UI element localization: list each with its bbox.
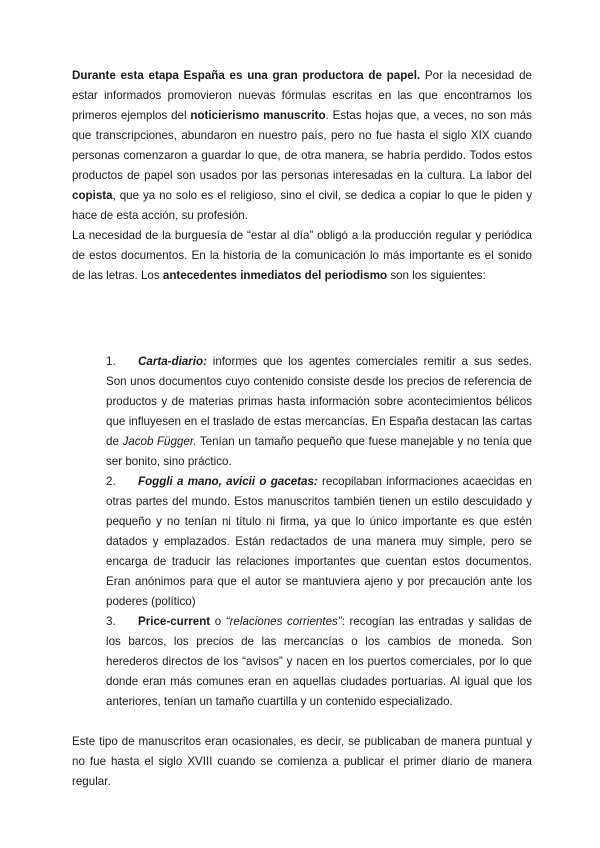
intro-paragraph <box>72 66 532 226</box>
list-number: 1. <box>106 355 116 368</box>
intro-text-1: Por la necesidad de estar informados promovieron nuevas fórmulas escritas en las que encontramos los primeros ejemplos del <box>72 69 532 122</box>
intro-bold-copista: copista <box>72 189 113 202</box>
antecedents-list <box>72 352 532 712</box>
list-title: Carta-diario: <box>138 355 207 368</box>
intro-bold-lead: Durante esta etapa España es una gran productora de papel. <box>72 69 421 82</box>
list-text: recopilaban informaciones acaecidas en otras partes del mundo. Estos manuscritos también tienen un estilo descuidado y pequeño y no tenían ni título ni firma, ya que lo único importante es que estén datados y emplazados. Están redactados de una manera muy simple, pero se encarga de traducir las relaciones importantes que cuentan estos documentos. Eran anónimos para que el autor se mantuviera ajeno y por precaución ante los poderes (político) <box>106 475 532 608</box>
list-number: 2. <box>106 475 116 488</box>
list-text: : recogían las entradas y salidas de los barcos, los precios de las mercancías o los cambios de moneda. Son herederos directos de los “avisos” y nacen en los puertos comerciales, por lo que donde eran más comunes eran en aquellas ciudades portuarias. Al igual que los anteriores, tenían un tamaño cuartilla y un contenido especializado. <box>106 615 533 708</box>
list-italic: “relaciones corrientes” <box>225 615 342 628</box>
second-paragraph <box>72 226 532 286</box>
list-number: 3. <box>106 615 116 628</box>
list-title: Price-current <box>138 615 211 628</box>
list-item <box>72 612 532 712</box>
para2-text-2: son los siguientes: <box>387 269 486 282</box>
list-title: Foggli a mano, avicii o gacetas: <box>138 475 318 488</box>
intro-text-2: . Estas hojas que, a veces, no son más que transcripciones, abundaron en nuestro país, pero no fue hasta el siglo XIX cuando personas comenzaron a guardar lo que, de otra manera, se habría perdido. Todos estos productos de papel son usados por las personas interesadas en la cultura. La labor del <box>72 109 532 182</box>
list-italic: Jacob Függer. <box>122 435 197 448</box>
list-item <box>72 472 532 612</box>
intro-bold-noticierismo: noticierismo manuscrito <box>190 109 326 122</box>
list-text: o <box>210 615 226 628</box>
list-text: Tenían un tamaño pequeño que fuese manejable y no tenía que ser bonito, sino práctico. <box>106 435 532 468</box>
list-text: informes que los agentes comerciales remitir a sus sedes. Son unos documentos cuyo contenido consiste desde los precios de referencia de productos y de materias primas hasta información sobre acontecimientos bélicos que influyesen en el traslado de estas mercancías. En España destacan las cartas de <box>106 355 532 448</box>
list-item <box>72 352 532 472</box>
intro-text-3: , que ya no solo es el religioso, sino el civil, se dedica a copiar lo que le piden y hace de esta acción, su profesión. <box>72 189 532 222</box>
para2-bold: antecedentes inmediatos del periodismo <box>162 269 388 282</box>
closing-paragraph: Este tipo de manuscritos eran ocasionales, es decir, se publicaban de manera puntual y no fue hasta el siglo XVIII cuando se comienza a publicar el primer diario de manera regular. <box>72 735 532 788</box>
para2-text-1: La necesidad de la burguesía de “estar al día” obligó a la producción regular y periódica de estos documentos. En la historia de la comunicación lo más importante es el sonido de las letras. Los <box>72 229 532 282</box>
